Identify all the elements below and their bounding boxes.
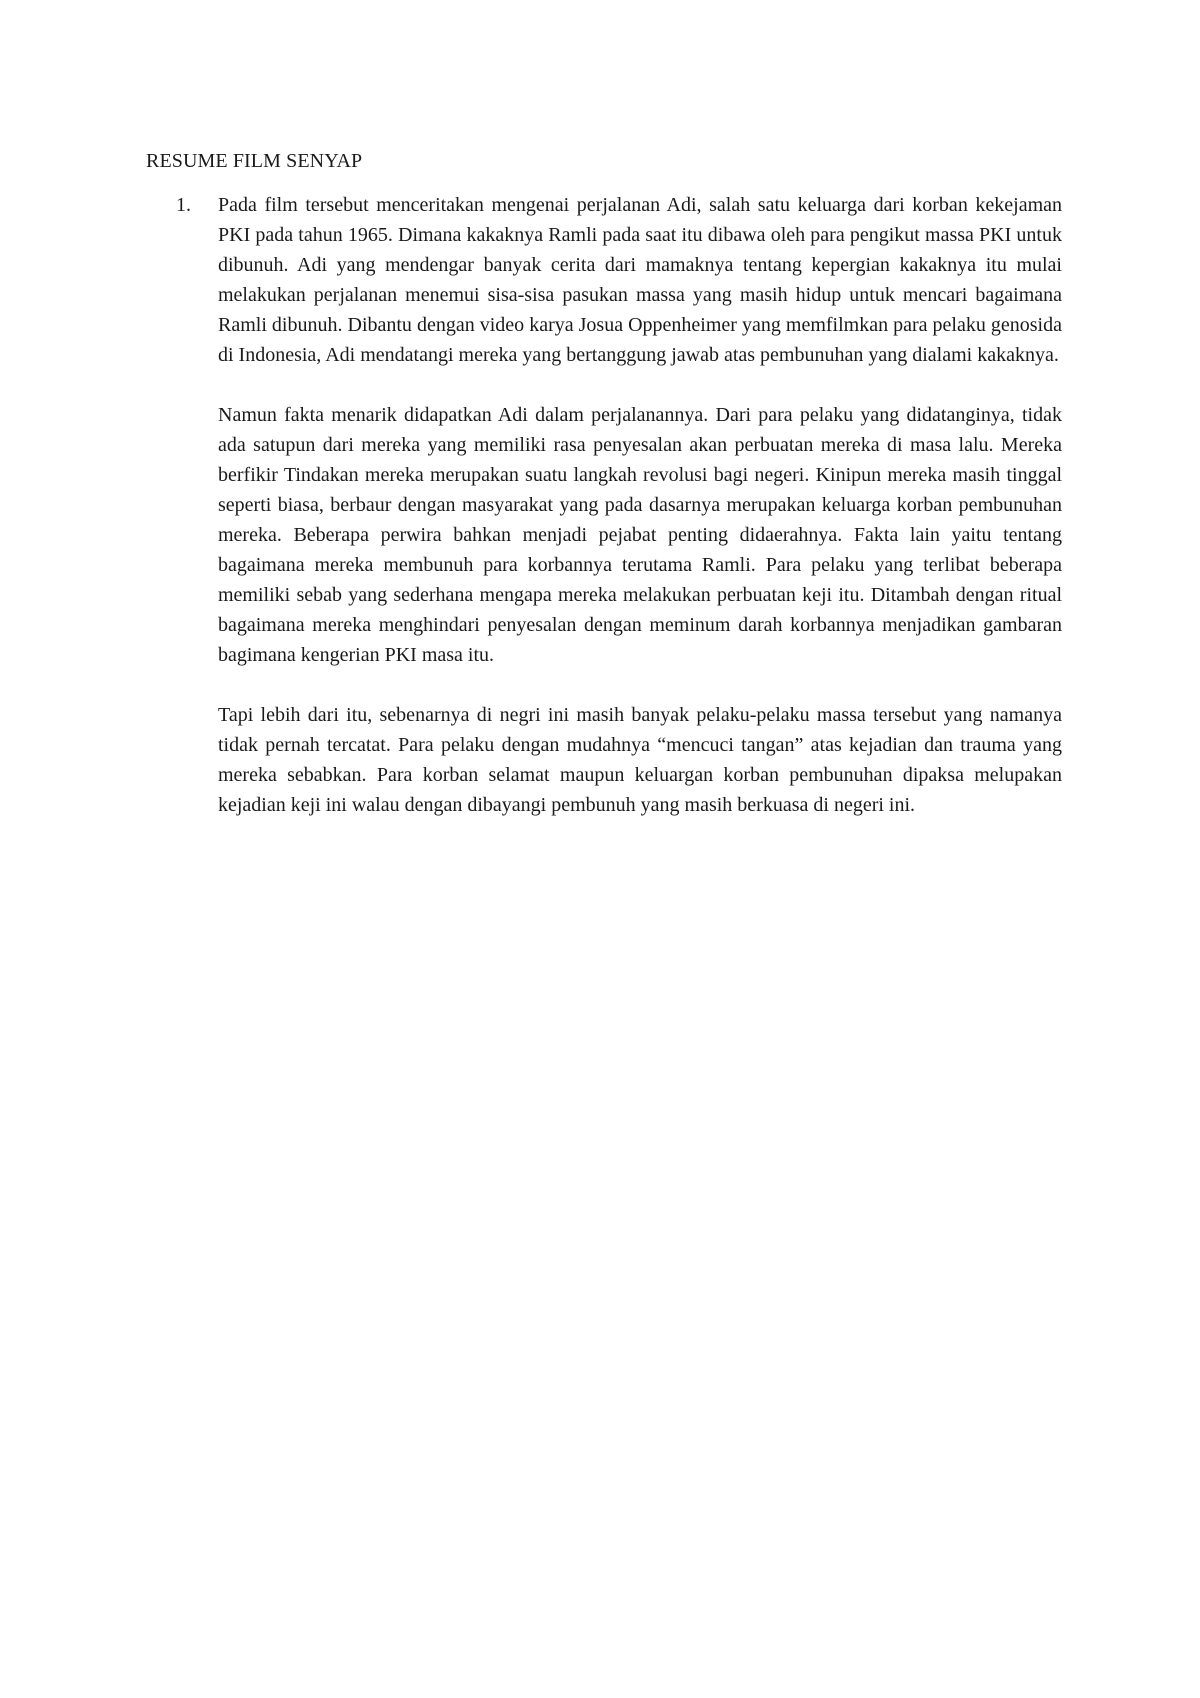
paragraph-2: Namun fakta menarik didapatkan Adi dalam perjalanannya. Dari para pelaku yang didatanginya, tidak ada satupun dari mereka yang memiliki rasa penyesalan akan perbuatan mereka di masa lalu. Mereka berfikir Tindakan mereka merupakan suatu langkah revolusi bagi negeri. Kinipun mereka masih tinggal seperti biasa, berbaur dengan masyarakat yang pada dasarnya merupakan keluarga korban pembunuhan mereka. Beberapa perwira bahkan menjadi pejabat penting didaerahnya. Fakta lain yaitu tentang bagaimana mereka membunuh para korbannya terutama Ramli. Para pelaku yang terlibat beberapa memiliki sebab yang sederhana mengapa mereka melakukan perbuatan keji itu. Ditambah dengan ritual bagaimana mereka menghindari penyesalan dengan meminum darah korbannya menjadikan gambaran bagimana kengerian PKI masa itu. bbox=[218, 404, 1062, 666]
paragraph-1: Pada film tersebut menceritakan mengenai perjalanan Adi, salah satu keluarga dari korban kekejaman PKI pada tahun 1965. Dimana kakaknya Ramli pada saat itu dibawa oleh para pengikut massa PKI untuk dibunuh. Adi yang mendengar banyak cerita dari mamaknya tentang kepergian kakaknya itu mulai melakukan perjalanan menemui sisa-sisa pasukan massa yang masih hidup untuk mencari bagaimana Ramli dibunuh. Dibantu dengan video karya Josua Oppenheimer yang memfilmkan para pelaku genosida di Indonesia, Adi mendatangi mereka yang bertanggung jawab atas pembunuhan yang dialami kakaknya. bbox=[218, 194, 1062, 366]
document-title: RESUME FILM SENYAP bbox=[146, 150, 363, 172]
list-item bbox=[146, 190, 1062, 820]
numbered-list bbox=[146, 190, 1062, 820]
paragraph-3: Tapi lebih dari itu, sebenarnya di negri ini masih banyak pelaku-pelaku massa tersebut yang namanya tidak pernah tercatat. Para pelaku dengan mudahnya “mencuci tangan” atas kejadian dan trauma yang mereka sebabkan. Para korban selamat maupun keluargan korban pembunuhan dipaksa melupakan kejadian keji ini walau dengan dibayangi pembunuh yang masih berkuasa di negeri ini. bbox=[218, 704, 1062, 816]
list-item-number: 1. bbox=[176, 194, 191, 216]
